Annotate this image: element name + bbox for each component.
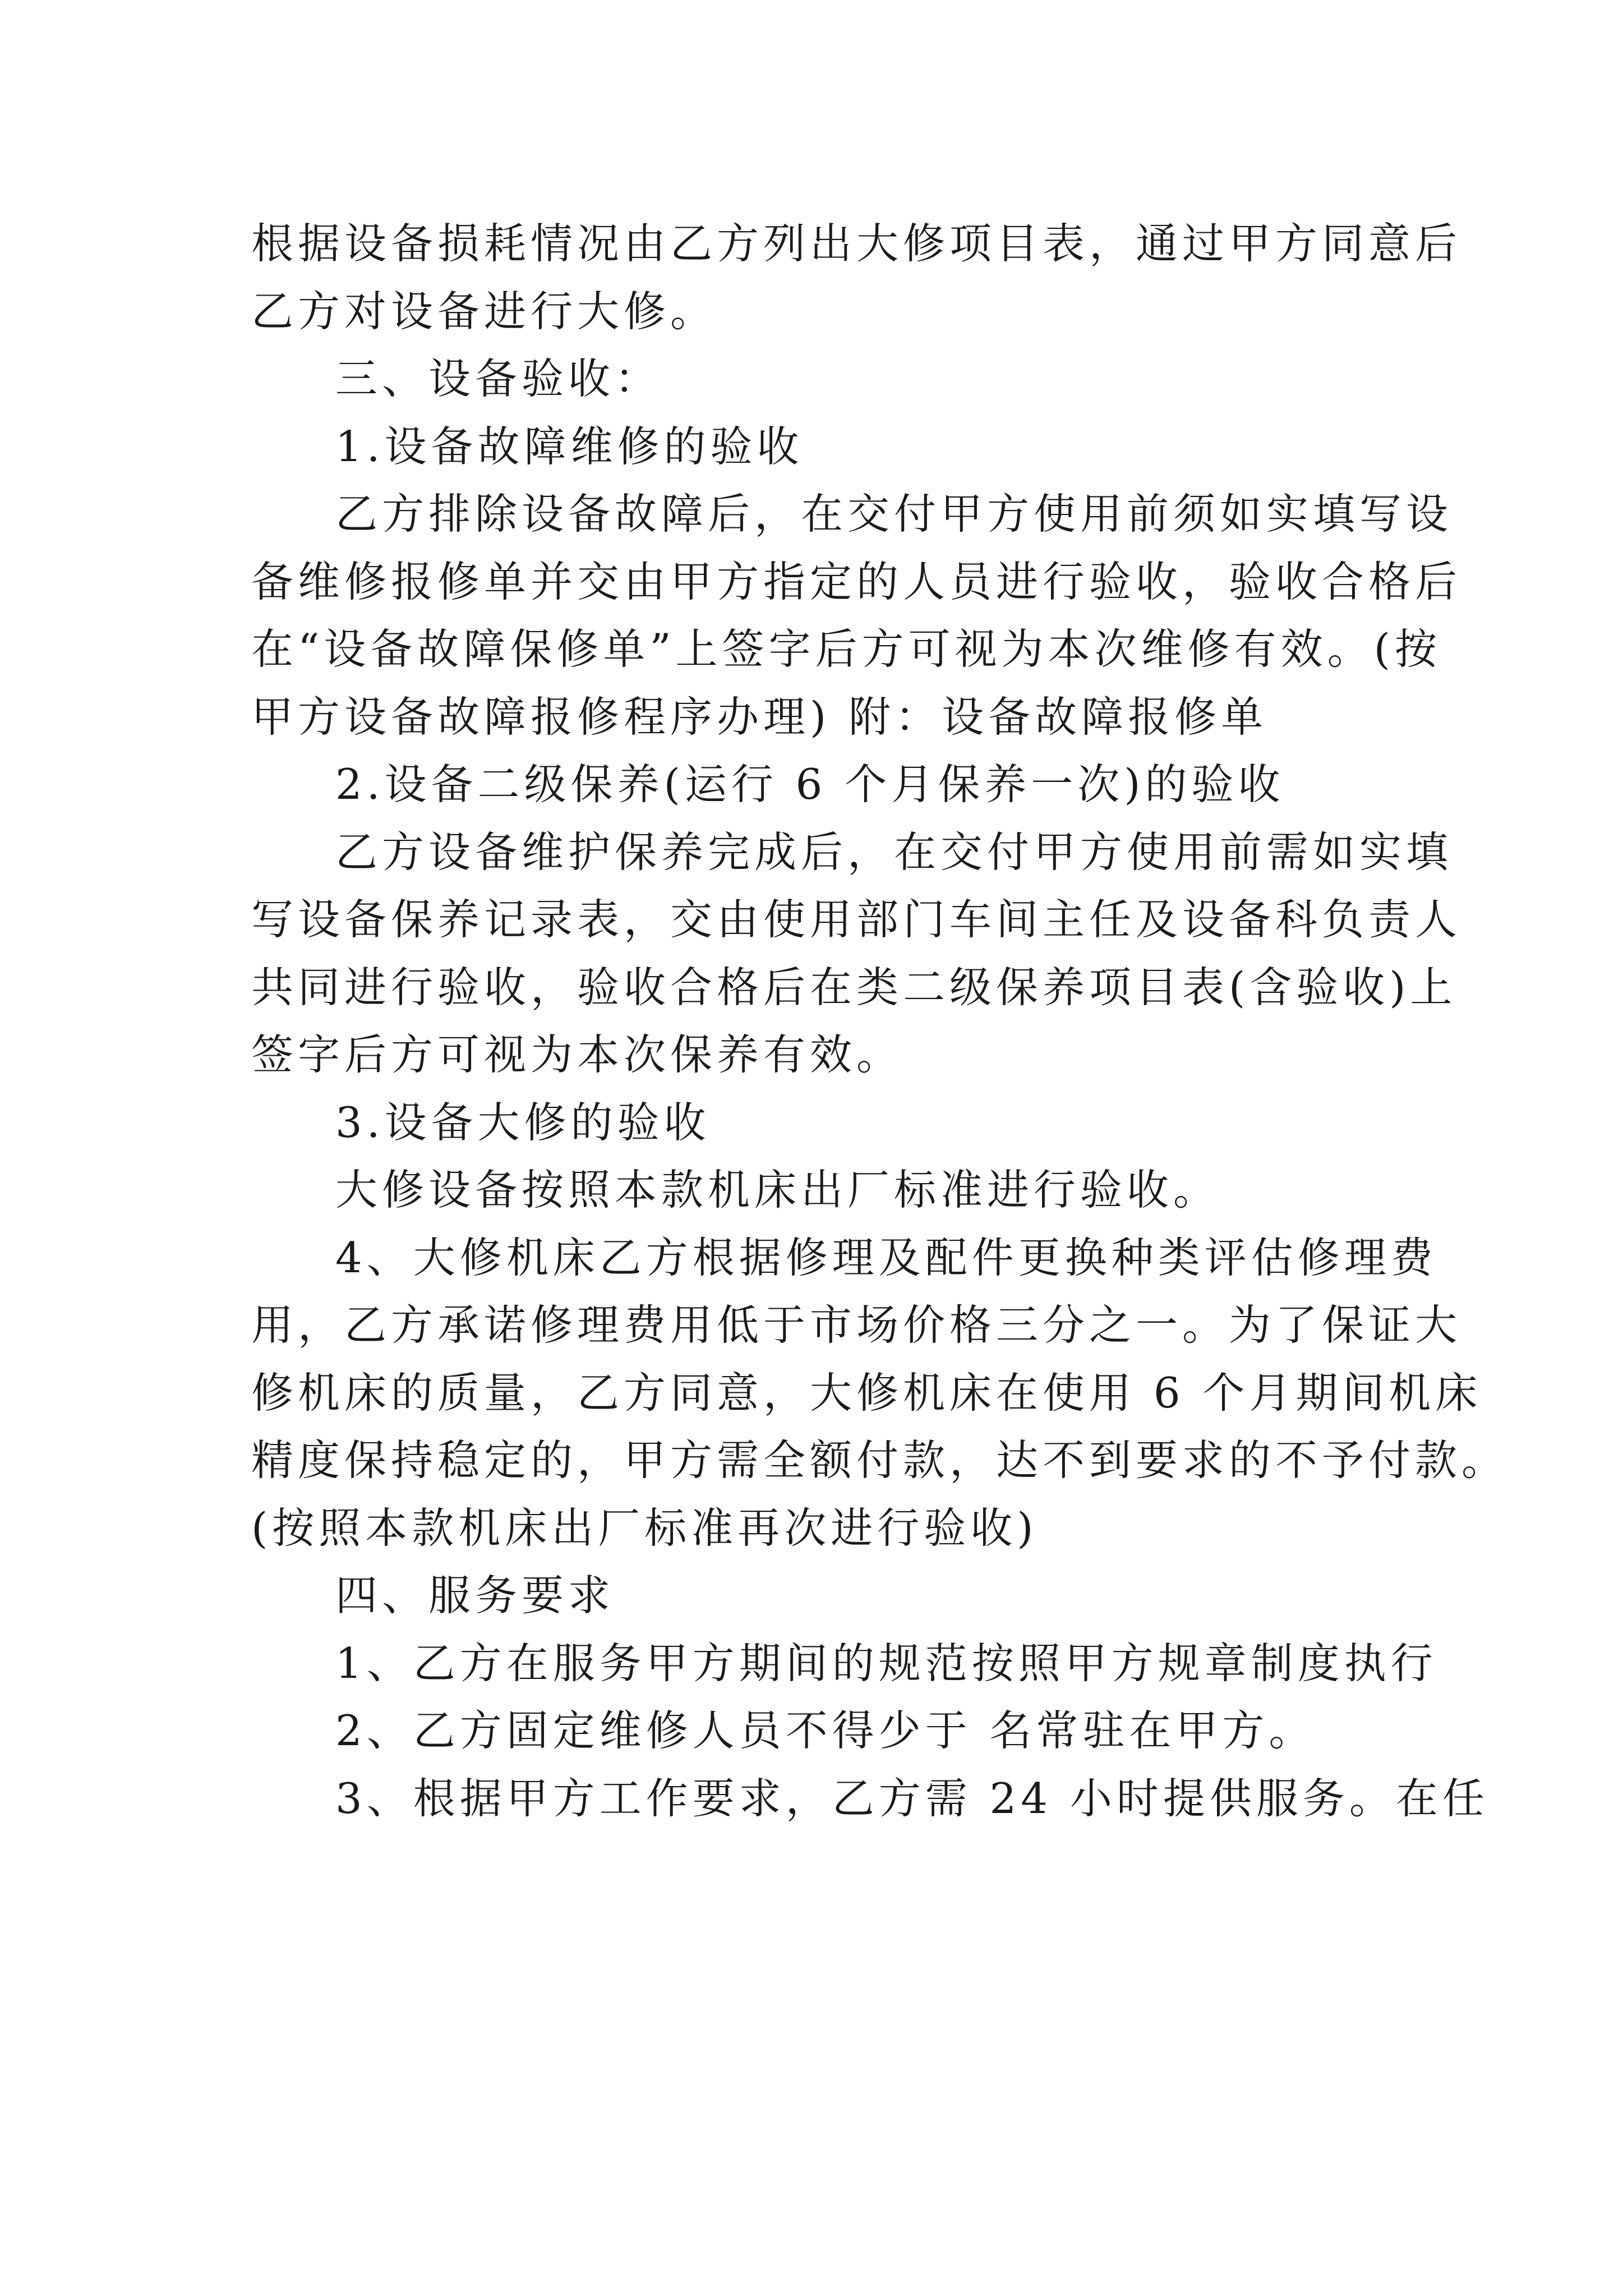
body-line: 精度保持稳定的，甲方需全额付款，达不到要求的不予付款。	[251, 1435, 1509, 1485]
body-line: 签字后方可视为本次保养有效。	[251, 1030, 903, 1079]
body-line: 修机床的质量，乙方同意，大修机床在使用 6 个月期间机床	[251, 1368, 1482, 1418]
body-line: 乙方排除设备故障后，在交付甲方使用前须如实填写设	[335, 489, 1453, 539]
body-line: 3、根据甲方工作要求，乙方需 24 小时提供服务。在任	[335, 1773, 1489, 1823]
body-line: 在“设备故障保修单”上签字后方可视为本次维修有效。(按	[251, 624, 1441, 674]
body-line: 根据设备损耗情况由乙方列出大修项目表，通过甲方同意后	[251, 219, 1462, 268]
body-line: 甲方设备故障报修程序办理) 附：设备故障报修单	[251, 692, 1268, 742]
section-heading: 三、设备验收：	[335, 354, 662, 403]
section-heading: 四、服务要求	[335, 1571, 615, 1620]
body-line: 共同进行验收，验收合格后在类二级保养项目表(含验收)上	[251, 962, 1457, 1012]
body-line: (按照本款机床出厂标准再次进行验收)	[251, 1503, 1038, 1553]
body-line: 大修设备按照本款机床出厂标准进行验收。	[335, 1165, 1220, 1214]
body-line: 2、乙方固定维修人员不得少于 名常驻在甲方。	[335, 1706, 1316, 1755]
body-line: 备维修报修单并交由甲方指定的人员进行验收，验收合格后	[251, 556, 1462, 606]
body-line: 用，乙方承诺修理费用低于市场价格三分之一。为了保证大	[251, 1300, 1462, 1350]
body-line: 乙方设备维护保养完成后，在交付甲方使用前需如实填	[335, 827, 1453, 877]
subsection-heading: 3.设备大修的验收	[335, 1097, 711, 1147]
body-line: 乙方对设备进行大修。	[251, 286, 717, 336]
body-line: 1、乙方在服务甲方期间的规范按照甲方规章制度执行	[335, 1638, 1437, 1688]
body-line: 写设备保养记录表，交由使用部门车间主任及设备科负责人	[251, 895, 1462, 944]
subsection-heading: 2.设备二级保养(运行 6 个月保养一次)的验收	[335, 760, 1285, 809]
body-line: 4、大修机床乙方根据修理及配件更换种类评估修理费	[335, 1232, 1437, 1282]
subsection-heading: 1.设备故障维修的验收	[335, 421, 804, 471]
document-body	[251, 210, 1509, 1832]
